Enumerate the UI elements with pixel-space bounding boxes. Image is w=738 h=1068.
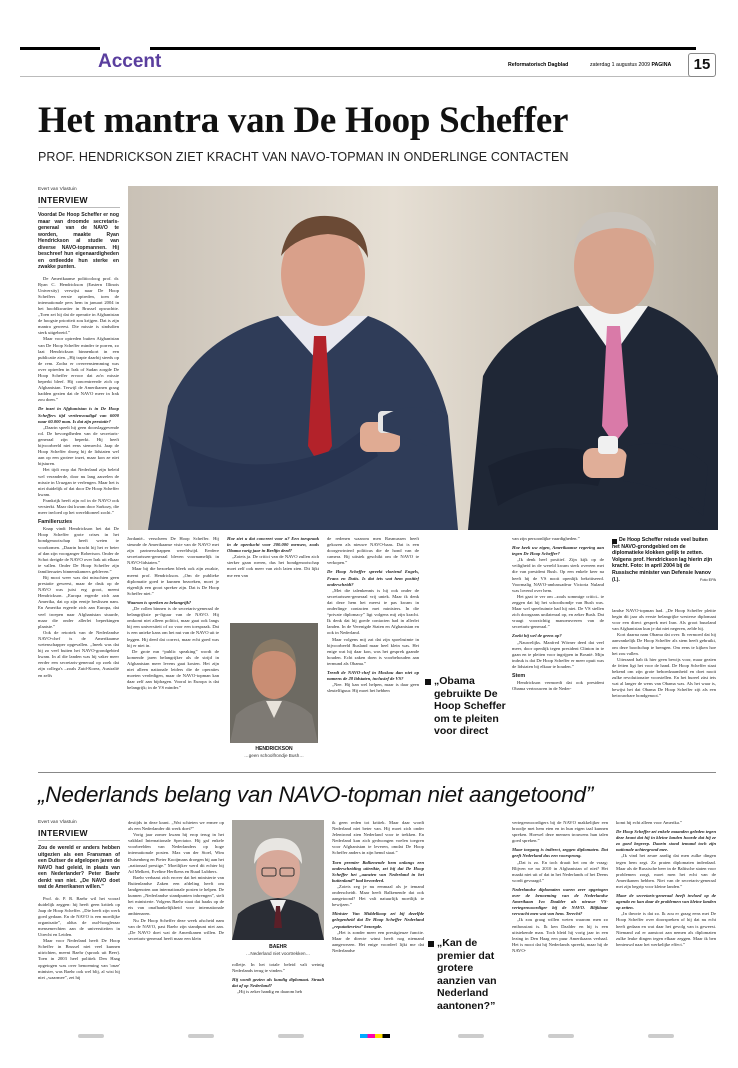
pullquote-marker xyxy=(428,941,434,947)
photo-caption xyxy=(612,537,716,583)
paragraph: „Zoiets zeg je nu eenmaal als je iemand onderscheidt. Maar heeft Balkenende dat ook aangetoond? Het valt natuurlijk moeilijk te bewijzen.” xyxy=(332,883,424,908)
portrait-baehr-caption: …Nederland niet voortrekken… xyxy=(245,951,311,956)
article2-headline: „Nederlands belang van NAVO-topman niet aangetoond” xyxy=(38,782,594,807)
paragraph: Het tijdi erop dat Nederland zijn beleid wel veranderde, door nu lang aarzelen de missie in Uruzgan te verlengen. Maar het is niet duidelijk of dat door De Hoop Scheffer kwam. xyxy=(38,467,119,497)
article-divider xyxy=(38,772,716,773)
print-mark xyxy=(78,1034,104,1038)
article1-column-1 xyxy=(38,212,119,760)
question: Maar de secretaris-generaal heeft invloed op de agenda en kan daar de problemen van kleine landen op zetten. xyxy=(616,893,716,911)
paragraph: „Ik vind het zeure aardig dat men zulke dingen tegen hem zegt. Zo praten diplomaten inderdaad. Maar als de Russische beer in de Baltische staten voor problemen zorgt, moet men het echt van de Amerikanen hebben. Niet van de secretaris-generaal met zijn begrip voor kleine landen.” xyxy=(616,853,716,889)
article2-pullquote: „Kan de premier dat grotere aanzien van Nederland aantonen?” xyxy=(437,937,497,1012)
paragraph: Maar voor optreden buiten Afghanistan van De Hoop Scheffer minder te porren, zo laat Hendrickson binnenkort in een publicatie zien. „Hij trapte daarbij steeds op de rem. Zodra er overeenstemming was over optreden in Irak of Sudan zorgde De Hoop Scheffer ervoor dat zo'n missie beperkt bleef. Hij concentreerde zich op Afghanistan. Terwijl de Amerikanen graag hadden gezien dat de NAVO meer in Irak zou doen.” xyxy=(38,336,119,403)
paragraph: Maar volgens mij zat dat zijn spoelruimte in bijvoorbeeld Rusland maar heel klein was. Het enige wat hij daar kon, was het gesprek gaande houden. Echt zaken doen is voorbehouden aan termund als Obama.” xyxy=(327,636,419,666)
paragraph: komt hij echt alleen voor Amerika.” xyxy=(616,820,683,825)
paragraph: Maar voor Nederland heeft De Hoop Scheffer in Brussel niet veel kunnen uitrichten, meent Baehr (sprook uit Beer). Toen in 2003 heel politiek Den Haag opgetogen was over benoeming van 'onze' minister, was Baehr ook wel blij, al wist hij niet „waarmee”, zei hij xyxy=(38,938,120,980)
paragraph: „Nee. Hij kan wel helpen, maar is daar geen sleutelfiguur. Hij moet het hebben xyxy=(327,682,419,694)
paragraph: Prof. dr. P. R. Baehr wil het vooraf duidelijk zeggen: hij heeft geen kritiek op Jaap de Hoop Scheffer. „Die heeft zijn werk goed gedaan. En de NAVO is een moeilijke organisatie”, aldus de oud-hoogleraar mensenrechten aan de universiteiten in Utrecht en Leiden. xyxy=(38,895,120,938)
print-mark xyxy=(278,1034,304,1038)
article2-column-2 xyxy=(128,820,224,1025)
paragraph: destijds in deze krant. „Wat schieten we ermee op als een Nederlander dit werk doet?” xyxy=(128,820,224,832)
paragraph: Baehr verbaast zich erover dat het ministerie van Buitenlandse Zaken een afdeling heeft om landgenoten aan internationale posten te helpen. De kunnen „Nederlandse standpunten inbrengen”, stelt het ministerie. Volgens Baehr staat dat haaks op de eis van onafhankelijkheid voor internationale ambtenaren. xyxy=(128,874,224,917)
paragraph: Nu De Hoop Scheffer deze week afscheid nam van de NAVO, past Baehr zijn standpunt niet aan. „De NAVO doet wat de Amerikanen willen. De secretaris-generaal heeft maar een klein xyxy=(128,917,224,941)
article2-kicker: INTERVIEW xyxy=(38,828,88,838)
pullquote-marker xyxy=(425,679,431,685)
paragraph: Ook de retoriek van de Nederlandse NAVO-chef is de Amerikaanse wetenschapper opgevallen. „Ineek was dat hij zo veel buiten het NAVO-grondgebied kwam. In al die landen was hij vaker meer eerder een secretaris-generaal op zoek dat zijn collega's –zoals Zuid-Korea, Australië en zelfs xyxy=(38,629,119,678)
article2-column-5 xyxy=(512,820,608,1025)
question: Zoekt hij wel de grens op? xyxy=(512,633,562,639)
question: Waarom is spreken zo belangrijk? xyxy=(127,599,192,605)
paragraph: Kort daarna nam Obama dat over. Ik vermoed dat hij aanvankelijk De Hoop Scheffer als stem heeft gebruikt, om deze boodschap te brengen. Om eens te kijken hoe het zou vallen. xyxy=(612,632,716,656)
article1-column-2 xyxy=(127,536,219,760)
paragraph: Vorig jaar zomer kwam hij erop terug in het vakblad Internationale Spectator. Hij gaf enkele voorbeelden van Nederlanders op hoge internationale posten. Max van der Stoel, Wim Duisenberg en Pieter Kooijmans droegen bij aan het „nationaal prestige.” Moeilijker werd dit echter bij Ad Melkert, Eveline Herfkens en Ruud Lubbers. xyxy=(128,832,224,874)
article2-intro: Zou de wereld er anders hebben uitgezien als een Fransman of een Duitser de afgelopen jaren de NAVO had geleid, in plaats van een Nederlander? Peter Baehr denkt van niet. „De NAVO doet wat de Amerikanen willen.” xyxy=(38,845,120,890)
question: Hoe keek uw eigen, Amerikaanse regering aan tegen De Hoop Scheffer? xyxy=(512,545,604,557)
paragraph: „Ik zou graag willen weten waarom men zo enthousiast is. Ik ken Daalder en hij is een uitstekende man. Toch bleid hij vorig jaar in een lezing in Den Haag een puur Amerikaans verhaal. Het is mooi dat hij Nederlands spreekt, maar hij de NAVO- xyxy=(512,917,608,953)
section-underline xyxy=(20,76,696,77)
paragraph: van zijn persoonlijke vaardigheden.” xyxy=(512,536,580,541)
paragraph: „Ik denk heel positief. Zijn kijk op de veiligheid in de wereld kwam sterk overeen met die van president Bush. Op een enkele keer na heeft hij de VS nooit openlijk bekritiseerd. Voormalig NAVO-ambassadeur Victoria Nuland was lovend over hem. xyxy=(512,557,604,593)
question: De Hoop Scheffer zei enkele maanden geleden tegen deze krant dat hij in kleine landen hoorde dat hij ze zo goed begreep. Daarin stond iemand toch zijn nationale achtergrond mee. xyxy=(616,829,716,853)
paragraph: rolletje. In het totale beleid valt weinig Nederlands terug te vinden.” xyxy=(232,962,324,974)
print-mark xyxy=(458,1034,484,1038)
newspaper-name: Reformatorisch Dagblad xyxy=(508,62,569,68)
subhead: Familieruzies xyxy=(38,519,73,526)
portrait-baehr xyxy=(232,820,324,940)
paragraph: Bij mooi weer was dat misschien geen prestatie geweest, maar de druk op de NAVO was juist erg groot, meent Hendrickson. „Europa ergerde zich aan Amerika, dat op zijn eentje beslissen nam. En Amerika ergerde zich aan Europa, dat veel troepen naar Afghanistan stuurde, maar die onder allerlei beperkingen plaatste.” xyxy=(38,575,119,629)
paragraph: Hendrickson vermoedt dat ook president Obama vertrouwen in de Neder- xyxy=(512,680,604,692)
question: Hij wordt gezien als kundig diplomaat. Straalt dat af op Nederland? xyxy=(232,977,324,989)
paragraph: de redenen waarom men Rasmussen heeft gekozen als nieuwe NAVO-baas. Dat is een doorgewinterd politicus die de hond van de camera. Bij uitstek geschikt om de NAVO te verkopen.” xyxy=(327,536,419,566)
article1-pullquote: „Obama gebruikte De Hoop Scheffer om te pleiten voor direct xyxy=(434,675,506,737)
question: Hoe ziet u dat concreet voor u? Een toespraak in de openlucht voor 200.000 mensen, zoals Obama vorig jaar in Berlijn deed? xyxy=(227,536,319,554)
paragraph: Uiteraard hab ik hier geen bewijs voor, maar gezien de feiten ligt het voor de hand. De Hoop Scheffer staat bekend om zijn grote behoedzaamheid en doet nooit zulke revolutionaire voorstellen. En het bureel zàst iets wat al langer de wens van Obama was. Als het waar is, bewijst het dat Obama De Hoop Scheffer zijt als een betrouwbare bondgenoot.” xyxy=(612,656,716,699)
main-photo xyxy=(128,186,718,530)
paragraph: vertegenwoordigers bij de NAVO makkelijker een broodje met hem eten en in hun eigen taal kunnen spreken. Hoewel deze mensen trouwens hun talen goed spreken.” xyxy=(512,820,608,844)
portrait-baehr-name: BAEHR xyxy=(269,944,287,950)
paragraph: De Amerikaanse politicoloog prof. dr. Ryan C. Hendrickson (Eastern Illinois University) verwijst naar De Hoop Scheffers eerste optreden, toen de internationale pers hem in januari 2004 in het hoofdkwartier in Brussel opwachtte. „Toen zei hij dat de operatie in Afghanistan de hoogste prioriteit zou krijgen. Dat is zijn mantra geweest. Die missie is sindsdien sterk uitgebreid.” xyxy=(38,275,119,336)
paragraph: Knap vindt Hendrickson het dat De Hoop Scheffer grote crises in het bondgenootschap heeft weten te voorkomen. „Daarin bracht hij het er beter af dan zijn voorganger Robertson. Onder de Schot dreigde de NAVO over Irak uit elkaar te vallen. Onder De Hoop Scheffer zijn familieruzies binnenskamers gebleven.” xyxy=(38,526,119,574)
print-marks xyxy=(38,1034,716,1040)
question: Nederlandse diplomaten waren zeer opgetogen over de benoeming van de Nederlandse Amerikaan Ivo Daalder als nieuwe VS-vertegenwoordiger bij de NAVO. Blijkbaar verwacht men wat van hem. Terecht? xyxy=(512,886,608,917)
section-title: Accent xyxy=(98,51,162,72)
photo-caption-text: De Hoop Scheffer reisde veel buiten het NAVO-grondgebied om de diplomatieke klokken gelijk te zetten. Volgens prof. Hendrickson lag hierin zijn kracht. Foto: in april 2004 bij de Russische minister van Defensie Ivanov (l.). xyxy=(612,537,713,583)
paragraph: Het gaat te ver om –zoals sommige critici– te zeggen dat hij het schoothondje van Bush was. Maar wel speelruimte had hij niet. De VS stellen zich doorgaans unilateraal op, en zeker Bush. Dat vraagt voorzichtig manoeuvreren van de secretaris-generaal.” xyxy=(512,593,604,630)
paragraph: „Zoiets ja. De critici van de NAVO zullen zich sterker gaan roeren, dus het bondgenootschap moet zelf ook meer van zich laten zien. Dit lijkt me een van xyxy=(227,554,319,578)
portrait-hendrickson-caption: …geen schoolfrondje Bush… xyxy=(244,753,304,758)
article2-column-3 xyxy=(232,962,324,1025)
print-mark xyxy=(188,1034,214,1038)
paragraph: „In theorie is dat zo. Ik zou er graag eens met De Hoop Scheffer over doorspreken of hij dat nu echt heeft gedaan en wat daar het gevolg van is geweest. Niemand zal er aanstoot aan nemen als diplomaten zulke leuke dingen tegen elkaar zeggen. Maar ik ben benieuwd naar het werkelijke effect.” xyxy=(616,911,716,947)
portrait-hendrickson-name: HENDRICKSON xyxy=(255,746,293,752)
article1-intro: Voordat De Hoop Scheffer er nog maar van droomde secretaris-generaal van de NAVO te worden, maakte Ryan Hendrickson al studie van diverse NAVO-topmannen. Hij beschreef hun eigenaardigheden en ontleedde hun sterke en zwakke punten. xyxy=(38,212,119,270)
article2-column-4 xyxy=(332,820,424,1025)
question: De inzet in Afghanistan is in De Hoop Scheffers tijd vertienvoudigd van 6000 naar 60.000 man. Is dat zijn prestatie? xyxy=(38,406,119,424)
article2-byline: Evert van Vlastuin xyxy=(38,820,77,825)
paragraph: „De rollen binnen is de secretaris-generaal de belangrijkste pr-figuur van de NAVO. Hij omkomt niet alleen politici, maar gaat ook langs bij een universiteit of zo voor een toespraak. Dat is een unieke kans om het nut van de NAVO uit te leggen. Hij deed dat correct, maar echt goed was hij er niet in. xyxy=(127,606,219,648)
article1-headline: Het mantra van De Hoop Scheffer xyxy=(38,100,569,141)
page-date xyxy=(590,62,671,68)
kicker-rule xyxy=(38,840,120,841)
article1-kicker: INTERVIEW xyxy=(38,195,88,205)
print-mark xyxy=(648,1034,674,1038)
paragraph: „Het is zonder meer een prestigieuze functie. Maar de directe winst heeft nog niemand aangewezen. Het enige voordeel lijkt me dat Nederlandse xyxy=(332,929,424,953)
print-mark xyxy=(548,1034,574,1038)
question: Minister Van Middelkoop zei bij dezelfde gelegenheid dat De Hoop Scheffer Nederland „reputatievrieu” bezorgde. xyxy=(332,911,424,929)
paragraph: De grote mn “public speaking” wordt de komende jaren belangrijker als de strijd in Afghanistan meer levens gaat kosten. Het zijn niet alleen nationale leiders die de operaties moeten verdedigen, maar de NAVO-topman kan daar zelf aan bijdragen. Vooral in Europa is dat belangrijk; in de VS minder.” xyxy=(127,648,219,691)
paragraph: Frankrijk heeft zijn rol in de NAVO ook versterkt. Maar dat kwam door Sarkozy, die meer invloed op het wereldtoneel zocht.” xyxy=(38,497,119,516)
portrait-baehr-image xyxy=(232,820,324,940)
photo-credit: Foto EPA xyxy=(700,577,716,582)
question: Treedt de NAVO-chef in Moskou dan niet op namens de 28 lidstaten, inclusief de VS? xyxy=(327,669,419,682)
question: Toen premier Balkenende hem onlangs een onderscheiding uitreikte, zei hij dat De Hoop Scheffer het „aanzien van Nederland in het buitenland” had bevorderd. xyxy=(332,859,424,883)
article1-column-6 xyxy=(612,608,716,760)
paragraph: „Dat is zo. En toch draait het om de vraag: Blijven we na 2010 in Afghanistan of niet? Het maakt niet uit of dat in het Nederlands of het Deens wordt gevraagd.” xyxy=(512,859,608,883)
paragraph: Maar bij die bezoeken bleek ook zijn zwakte, meent prof. Hendrickson. „Om de publieke diplomatie goed te kunnen bezoeken, moet je eigenlijk een groot spreker zijn. Dat is De Hoop Scheffer niet.” xyxy=(127,566,219,596)
article1-column-5 xyxy=(512,536,604,760)
main-photo-image xyxy=(128,186,718,530)
portrait-hendrickson-image xyxy=(230,623,318,743)
article1-byline: Evert van Vlastuin xyxy=(38,187,77,192)
paragraph: „Nauwelijks. Manfred Wörner deed dat veel meer, door openlijk tegen president Clinton in te gaan en te pleiten voor ingrijpen in Bosnië. Mijn indruk is dat De Hoop Scheffer er meer opuit was de lidstaten bij elkaar te houden.” xyxy=(512,639,604,669)
paragraph: „Daarin speelt hij geen doorslaggevende rol. De bevoegdheden van de secretaris-generaal zijn beperkt. Hij heeft bijvoorbeeld niet eens stemrecht. Jaap de Hoop Scheffer droeg bij de lidstaten wel aan op een grotere inzet, maar kon ze niet bijsturen. xyxy=(38,424,119,467)
portrait-hendrickson xyxy=(230,623,318,743)
subhead: Stem xyxy=(512,672,526,679)
article2-column-1 xyxy=(38,845,120,1025)
article1-column-4 xyxy=(327,536,419,760)
article1-column-3 xyxy=(227,536,319,616)
kicker-rule xyxy=(38,207,120,208)
date-text: zaterdag 1 augustus 2009 xyxy=(590,62,650,68)
question: De Hoop Scheffer spreekt vloeiend Engels, Frans en Duits. Is dat iets wat hem positief onderscheidt? xyxy=(327,569,419,587)
color-bar xyxy=(360,1034,390,1038)
paragraph: ik geen reden tot kritiek. Maar daar wordt Nederland niet beter van. Hij moet zich onder Jelentrond zien Nederland voor te trekken. En Nederland kan zich gedwongen voelen toegren voor Afghanistan te leveren, omdat De Hoop Scheffer anders in zijn hemd staat.” xyxy=(332,820,424,856)
page-word: PAGINA xyxy=(651,62,672,68)
question: Maar toegang is indirect, zeggen diplomaten. Dat geeft Nederland dus een voorsprong. xyxy=(512,847,608,859)
page-number: 15 xyxy=(688,53,716,77)
article2-column-6 xyxy=(616,820,716,1025)
paragraph: „Met die talenkennis is hij ook onder de secretarissen-generaal vrij uniek. Maar ik denk dat deze hem het meest te pas kwam in onderlinge contacten met ministers. In die “private diplomacy” ligt volgens mij zijn kracht. Ik denk dat hij goede contacten had in allerlei landen. In de Verenigde Staten en Afghanistan en ook in Nederland. xyxy=(327,587,419,636)
paragraph: landse NAVO-topman had. „De Hoop Scheffer pleitte begin dit jaar als eerste belangrijke westerse diplomaat voor een direct gesprek met Iran. Als groot buurland van Afghanistan kun je dat niet negeren, zelde hij. xyxy=(612,608,716,632)
paragraph: „Hij is zeker handig en daarom heb xyxy=(237,989,303,995)
paragraph: Jordanië– verscheen De Hoop Scheffer. Hij steunde de Amerikaanse visie van de NAVO met zijn partnerschappen wereldwijd. Eerdere secretarissen-generaal bleven voornamelijk in NAVO-lidstaten.” xyxy=(127,536,219,566)
article1-subheadline: PROF. HENDRICKSON ZIET KRACHT VAN NAVO-TOPMAN IN ONDERLINGE CONTACTEN xyxy=(38,150,569,164)
